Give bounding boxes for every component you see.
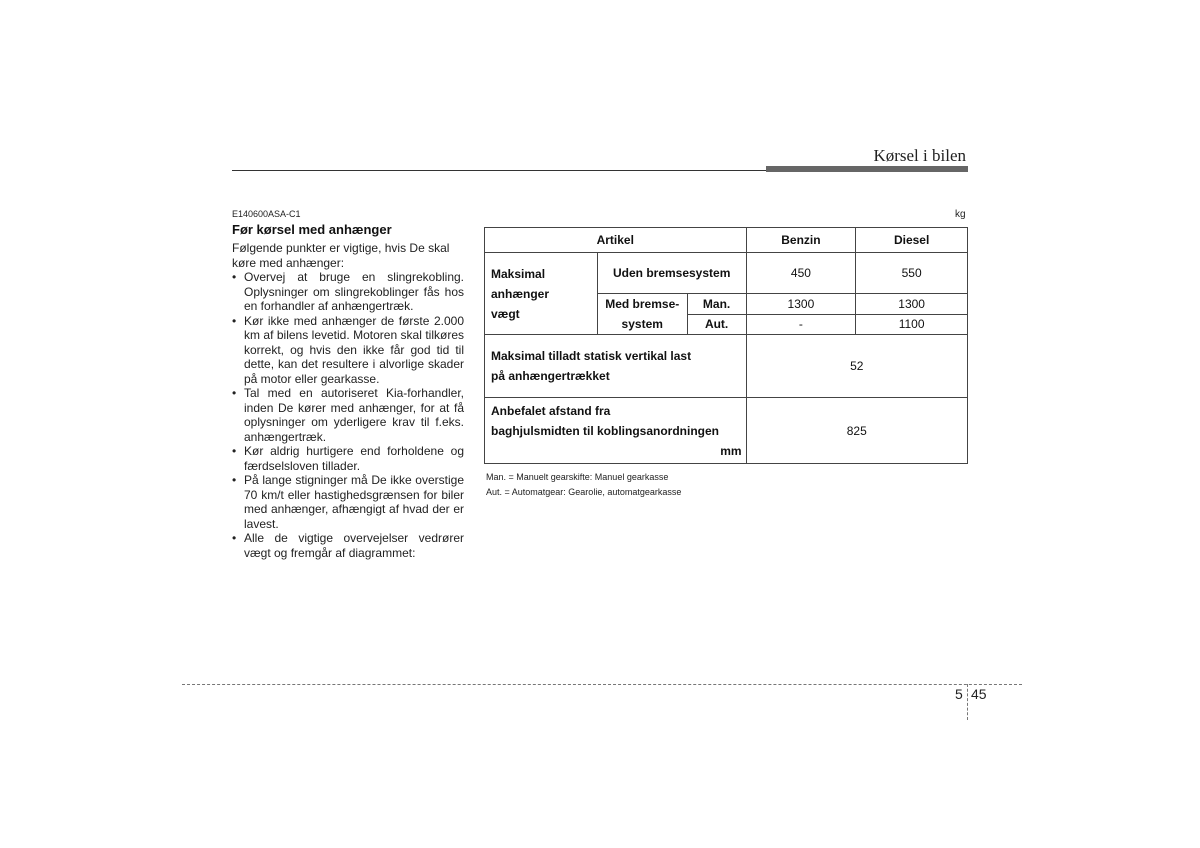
list-item	[232, 444, 464, 473]
bullet-text: Alle de vigtige overvejelser vedrører vægt og fremgår af diagrammet:	[244, 531, 464, 560]
section-code: E140600ASA-C1	[232, 209, 301, 219]
label-line: Anbefalet afstand fra	[491, 403, 611, 418]
header-accent-bar	[766, 166, 968, 172]
bullet-text: Kør ikke med anhænger de første 2.000 km af bilens levetid. Motoren skal tilkøres korrekt, og hvis den ikke får god tid til dette, kan det resultere i alvorlige skader på motor eller gearkasse.	[244, 313, 464, 386]
bullet-list	[232, 270, 464, 560]
bullet-icon: •	[232, 444, 237, 458]
unbraked-petrol-value: 450	[746, 253, 856, 294]
auto-label: Aut.	[687, 314, 746, 335]
header-rule	[232, 170, 768, 171]
chapter-number: 5	[955, 686, 963, 702]
footer-rule	[182, 684, 1022, 685]
footer-divider	[967, 684, 968, 720]
recommended-distance-label	[485, 398, 747, 464]
bullet-icon: •	[232, 531, 237, 545]
list-item	[232, 386, 464, 444]
label-line: Maksimal tilladt statisk vertikal last	[491, 349, 692, 363]
table-row	[485, 398, 968, 464]
bullet-text: Overvej at bruge en slingrekobling. Oplysninger om slingrekoblinger fås hos en forhandler af anhængertræk.	[244, 270, 464, 313]
manual-petrol-value: 1300	[746, 294, 856, 315]
label-line: på anhængertrækket	[491, 369, 610, 383]
unbraked-diesel-value: 550	[856, 253, 968, 294]
table-row	[485, 253, 968, 294]
bullet-text: På lange stigninger må De ikke overstige 70 km/t eller hastighedsgrænsen for biler med anhænger, afhængigt af hvad der er lavest.	[244, 473, 464, 531]
auto-petrol-value: -	[746, 314, 856, 335]
manual-diesel-value: 1300	[856, 294, 968, 315]
list-item	[232, 473, 464, 531]
bullet-icon: •	[232, 313, 237, 328]
recommended-distance-value: 825	[746, 398, 967, 464]
bullet-icon: •	[232, 386, 237, 400]
section-heading: Før kørsel med anhænger	[232, 222, 392, 237]
unbraked-label: Uden bremsesystem	[597, 253, 746, 294]
table-unit-label: kg	[955, 209, 966, 220]
footnote-manual: Man. = Manuelt gearskifte: Manuel gearkasse	[486, 472, 669, 482]
label-line: Maksimal	[491, 266, 546, 281]
braked-label	[597, 294, 687, 335]
label-line: system	[621, 317, 663, 331]
trailer-spec-table	[484, 227, 968, 464]
auto-diesel-value: 1100	[856, 314, 968, 335]
max-trailer-weight-label	[485, 253, 598, 335]
bullet-text: Kør aldrig hurtigere end forholdene og færdselsloven tillader.	[244, 444, 464, 473]
label-line: vægt	[491, 306, 520, 321]
page-number: 45	[971, 686, 987, 702]
bullet-text: Tal med en autoriseret Kia-forhandler, inden De kører med anhænger, for at få oplysninger om yderligere krav til f.eks. anhængertræk.	[244, 386, 464, 444]
page-header-title: Kørsel i bilen	[873, 146, 966, 165]
table-header-row	[485, 228, 968, 253]
label-line: anhænger	[491, 286, 550, 301]
bullet-icon: •	[232, 473, 237, 487]
list-item	[232, 270, 464, 314]
list-item	[232, 314, 464, 387]
footnote-auto: Aut. = Automatgear: Gearolie, automatgearkasse	[486, 487, 682, 497]
header-diesel: Diesel	[856, 228, 968, 253]
label-line: Med bremse-	[605, 297, 680, 311]
manual-label: Man.	[687, 294, 746, 315]
unit-line: mm	[720, 443, 742, 458]
static-vertical-load-value: 52	[746, 335, 967, 398]
table-row	[485, 335, 968, 398]
intro-paragraph: Følgende punkter er vigtige, hvis De skal køre med anhænger:	[232, 241, 450, 270]
header-petrol: Benzin	[746, 228, 856, 253]
list-item	[232, 531, 464, 560]
header-article: Artikel	[485, 228, 747, 253]
bullet-icon: •	[232, 270, 237, 284]
label-line: baghjulsmidten til koblingsanordningen	[491, 423, 719, 438]
static-vertical-load-label	[485, 335, 747, 398]
